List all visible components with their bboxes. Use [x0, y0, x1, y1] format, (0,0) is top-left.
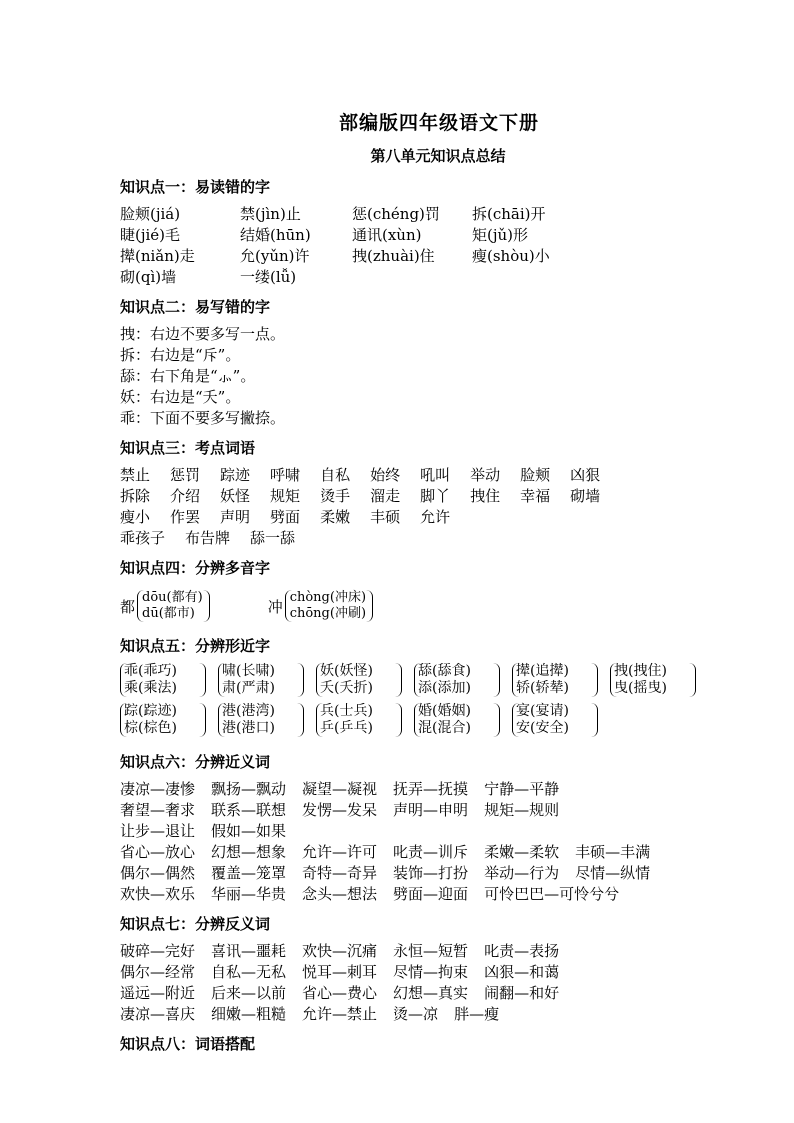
similar-chars-group: [120, 663, 206, 697]
synonym-pair: 丰硕—丰满: [575, 843, 651, 861]
easy-misread-row: [120, 267, 720, 288]
synonym-pair: 让步—退让: [120, 822, 196, 840]
similar-chars-group: [218, 703, 304, 737]
key-word: 拆除: [120, 487, 151, 505]
synonym-pair: 装饰—打扮: [393, 864, 469, 882]
similar-chars-row: [120, 663, 740, 703]
similar-char: 乖(乖巧): [124, 663, 177, 679]
similar-char: 妖(妖怪): [320, 663, 373, 679]
similar-chars-group: [414, 663, 500, 697]
key-word: 脸颊: [520, 466, 551, 484]
synonym-pair: 凄凉—凄惨: [120, 780, 196, 798]
synonym-pair-row: [120, 821, 720, 842]
similar-char: 安(安全): [516, 720, 569, 736]
key-word: 作罢: [170, 508, 201, 526]
synonym-pair: 尽情—纵情: [575, 864, 651, 882]
similar-char: 棕(棕色): [124, 720, 177, 736]
synonym-pair: 联系—联想: [211, 801, 287, 819]
easy-misread-word: 矩(jǔ)形: [472, 226, 529, 244]
synonym-pair: 可怜巴巴—可怜兮兮: [484, 885, 620, 903]
similar-char: 乘(乘法): [124, 680, 177, 696]
antonym-pair: 破碎—完好: [120, 942, 196, 960]
similar-char: 港(港口): [222, 720, 275, 736]
easy-misread-row: [120, 246, 720, 267]
writing-tip-line: 拽：右边不要多写一点。: [120, 325, 286, 343]
antonym-pair: 细嫩—粗糙: [211, 1005, 287, 1023]
key-word: 规矩: [270, 487, 301, 505]
polyphone-readings: [137, 590, 210, 622]
key-word: 声明: [220, 508, 251, 526]
key-word: 烫手: [320, 487, 351, 505]
similar-char: 曳(摇曳): [614, 680, 667, 696]
key-word: 拽住: [470, 487, 501, 505]
antonym-pair: 永恒—短暂: [393, 942, 469, 960]
section-7-body: [120, 941, 720, 1025]
antonym-pair: 自私—无私: [211, 963, 287, 981]
key-word: 丰硕: [370, 508, 401, 526]
synonym-pair: 幻想—想象: [211, 843, 287, 861]
section-3-body: [120, 465, 720, 549]
similar-char: 乒(乒乓): [320, 720, 373, 736]
key-word: 禁止: [120, 466, 151, 484]
similar-chars-group: [316, 663, 402, 697]
antonym-pair: 遥远—附近: [120, 984, 196, 1002]
key-word: 舔一舔: [250, 529, 296, 547]
easy-misread-word: 拆(chāi)开: [472, 205, 546, 223]
key-word: 自私: [320, 466, 351, 484]
key-word: 惩罚: [170, 466, 201, 484]
polyphone-readings: [285, 590, 373, 622]
synonym-pair: 欢快—欢乐: [120, 885, 196, 903]
antonym-pair: 尽情—拘束: [393, 963, 469, 981]
similar-char: 婚(婚姻): [418, 703, 471, 719]
antonym-pair: 省心—费心: [302, 984, 378, 1002]
synonym-pair: 假如—如果: [211, 822, 287, 840]
section-6-body: [120, 779, 720, 905]
polyphone-reading: dōu(都有): [142, 590, 203, 605]
key-word: 踪迹: [220, 466, 251, 484]
synonym-pair-row: [120, 800, 720, 821]
similar-char: 踪(踪迹): [124, 703, 177, 719]
similar-chars-group: [218, 663, 304, 697]
polyphone-char: 冲: [267, 597, 283, 616]
key-word: 凶狠: [570, 466, 601, 484]
document-page: [120, 108, 720, 1061]
synonym-pair-row: [120, 842, 720, 863]
key-word: 溜走: [370, 487, 401, 505]
antonym-pair: 允许—禁止: [302, 1005, 378, 1023]
synonym-pair: 覆盖—笼罩: [211, 864, 287, 882]
synonym-pair: 叱责—训斥: [393, 843, 469, 861]
section-4-heading: 知识点四：分辨多音字: [120, 559, 271, 577]
similar-char: 夭(夭折): [320, 680, 373, 696]
synonym-pair: 奢望—奢求: [120, 801, 196, 819]
key-word: 脚丫: [420, 487, 451, 505]
antonym-pair: 烫—凉: [393, 1005, 439, 1023]
similar-char: 兵(士兵): [320, 703, 373, 719]
easy-misread-word: 拽(zhuài)住: [352, 247, 435, 265]
antonym-pair: 幻想—真实: [393, 984, 469, 1002]
similar-char: 港(港湾): [222, 703, 275, 719]
key-word: 吼叫: [420, 466, 451, 484]
antonym-pair: 凶狠—和蔼: [484, 963, 560, 981]
synonym-pair: 华丽—华贵: [211, 885, 287, 903]
section-5-heading: 知识点五：分辨形近字: [120, 637, 271, 655]
antonym-pair: 闹翻—和好: [484, 984, 560, 1002]
key-word: 布告牌: [185, 529, 231, 547]
synonym-pair-row: [120, 779, 720, 800]
similar-char: 添(添加): [418, 680, 471, 696]
antonym-pair-row: [120, 962, 720, 983]
key-words-row: [120, 465, 720, 486]
easy-misread-word: 瘦(shòu)小: [472, 247, 550, 265]
antonym-pair: 叱责—表扬: [484, 942, 560, 960]
key-word: 呼啸: [270, 466, 301, 484]
easy-misread-word: 禁(jìn)止: [240, 205, 301, 223]
section-2-body: [120, 324, 720, 429]
synonym-pair: 举动—行为: [484, 864, 560, 882]
synonym-pair: 声明—申明: [393, 801, 469, 819]
similar-chars-group: [414, 703, 500, 737]
similar-chars-group: [512, 663, 598, 697]
easy-misread-word: 通讯(xùn): [352, 226, 422, 244]
easy-misread-word: [352, 267, 472, 288]
polyphone-reading: chōng(冲刷): [289, 606, 367, 621]
synonym-pair: 柔嫩—柔软: [484, 843, 560, 861]
polyphone-reading: chòng(冲床): [289, 590, 367, 605]
synonym-pair: 发愣—发呆: [302, 801, 378, 819]
similar-chars-group: [120, 703, 206, 737]
section-6-heading: 知识点六：分辨近义词: [120, 753, 271, 771]
section-5-body: [120, 663, 720, 743]
synonym-pair: 宁静—平静: [484, 780, 560, 798]
doc-subtitle: 第八单元知识点总结: [370, 147, 506, 165]
easy-misread-word: 撵(niǎn)走: [120, 247, 195, 265]
synonym-pair: 偶尔—偶然: [120, 864, 196, 882]
similar-char: 宴(宴请): [516, 703, 569, 719]
key-word: 介绍: [170, 487, 201, 505]
antonym-pair: 胖—瘦: [454, 1005, 500, 1023]
polyphone-item: [120, 590, 210, 622]
similar-char: 轿(轿辇): [516, 680, 569, 696]
synonym-pair: 省心—放心: [120, 843, 196, 861]
antonym-pair-row: [120, 941, 720, 962]
synonym-pair: 允许—许可: [302, 843, 378, 861]
similar-char: 拽(拽住): [614, 663, 667, 679]
easy-misread-word: [472, 267, 582, 288]
key-word: 瘦小: [120, 508, 151, 526]
synonym-pair: 念头—想法: [302, 885, 378, 903]
doc-title: 部编版四年级语文下册: [338, 112, 539, 134]
section-7-heading: 知识点七：分辨反义词: [120, 915, 271, 933]
synonym-pair: 劈面—迎面: [393, 885, 469, 903]
key-word: 允许: [420, 508, 451, 526]
antonym-pair: 欢快—沉痛: [302, 942, 378, 960]
key-word: 乖孩子: [120, 529, 166, 547]
antonym-pair: 后来—以前: [211, 984, 287, 1002]
similar-chars-group: [512, 703, 598, 737]
synonym-pair-row: [120, 863, 720, 884]
easy-misread-row: [120, 225, 720, 246]
antonym-pair-row: [120, 983, 720, 1004]
section-2-heading: 知识点二：易写错的字: [120, 298, 271, 316]
key-word: 砌墙: [570, 487, 601, 505]
key-word: 妖怪: [220, 487, 251, 505]
antonym-pair: 悦耳—刺耳: [302, 963, 378, 981]
synonym-pair: 奇特—奇异: [302, 864, 378, 882]
key-word: 劈面: [270, 508, 301, 526]
section-8-heading: 知识点八：词语搭配: [120, 1035, 256, 1053]
similar-chars-group: [316, 703, 402, 737]
easy-misread-word: 睫(jié)毛: [120, 226, 181, 244]
synonym-pair: 飘扬—飘动: [211, 780, 287, 798]
key-word: 幸福: [520, 487, 551, 505]
writing-tip-line: 拆：右边是“斥”。: [120, 346, 241, 364]
similar-chars-group: [610, 663, 696, 697]
easy-misread-word: 一缕(lǚ): [240, 268, 297, 286]
section-1-body: [120, 204, 720, 288]
easy-misread-word: 惩(chéng)罚: [352, 205, 440, 223]
synonym-pair: 规矩—规则: [484, 801, 560, 819]
easy-misread-word: 结婚(hūn): [240, 226, 311, 244]
similar-char: 撵(追撵): [516, 663, 569, 679]
key-word: 始终: [370, 466, 401, 484]
similar-char: 啸(长啸): [222, 663, 275, 679]
similar-char: 肃(严肃): [222, 680, 275, 696]
antonym-pair: 喜讯—噩耗: [211, 942, 287, 960]
writing-tip-line: 乖：下面不要多写撇捺。: [120, 409, 286, 427]
key-words-row: [120, 528, 720, 549]
antonym-pair: 偶尔—经常: [120, 963, 196, 981]
writing-tip-line: 妖：右边是“夭”。: [120, 388, 241, 406]
polyphone-item: [268, 590, 373, 622]
synonym-pair: 凝望—凝视: [302, 780, 378, 798]
section-4-body: [120, 585, 720, 627]
antonym-pair-row: [120, 1004, 720, 1025]
antonym-pair: 凄凉—喜庆: [120, 1005, 196, 1023]
easy-misread-word: 允(yǔn)许: [240, 247, 310, 265]
key-word: 举动: [470, 466, 501, 484]
writing-tip-line: 舔：右下角是“⺗”。: [120, 367, 256, 385]
similar-char: 舔(舔食): [418, 663, 471, 679]
key-words-row: [120, 486, 720, 507]
key-words-row: [120, 507, 720, 528]
similar-chars-row: [120, 703, 740, 743]
easy-misread-row: [120, 204, 720, 225]
section-1-heading: 知识点一：易读错的字: [120, 178, 271, 196]
easy-misread-word: 脸颊(jiá): [120, 205, 181, 223]
synonym-pair-row: [120, 884, 720, 905]
similar-char: 混(混合): [418, 720, 471, 736]
key-word: 柔嫩: [320, 508, 351, 526]
polyphone-char: 都: [120, 597, 136, 616]
section-3-heading: 知识点三：考点词语: [120, 439, 256, 457]
synonym-pair: 抚弄—抚摸: [393, 780, 469, 798]
polyphone-reading: dū(都市): [142, 606, 195, 621]
easy-misread-word: 砌(qì)墙: [120, 268, 177, 286]
